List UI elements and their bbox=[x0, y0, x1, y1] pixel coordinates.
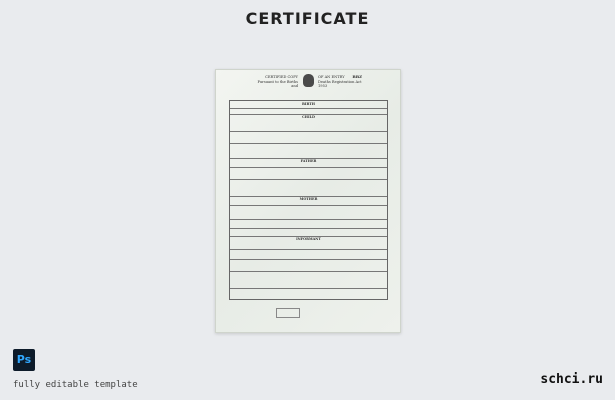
section-mother: MOTHER bbox=[299, 197, 318, 201]
registrar-signature-box bbox=[276, 308, 300, 318]
royal-crest-icon bbox=[303, 74, 314, 87]
header-left-line-2: Pursuant to the Births and bbox=[257, 79, 298, 89]
photoshop-icon: Ps bbox=[13, 349, 35, 371]
section-informant: INFORMANT bbox=[296, 237, 321, 241]
header-right-line-2: Deaths Registration Act 1953 bbox=[318, 79, 362, 89]
section-father: FATHER bbox=[300, 159, 317, 163]
header-left-line-1: CERTIFIED COPY bbox=[265, 75, 298, 79]
serial-number: BBZ bbox=[352, 74, 362, 79]
section-child: CHILD bbox=[302, 115, 315, 119]
page-title: CERTIFICATE bbox=[245, 9, 370, 28]
register-entry-frame bbox=[229, 100, 388, 300]
header-right-line-1: OF AN ENTRY bbox=[318, 75, 345, 79]
template-caption: fully editable template bbox=[13, 380, 138, 390]
certificate-document bbox=[215, 69, 401, 333]
section-birth: BIRTH bbox=[302, 102, 315, 106]
site-brand[interactable]: schci.ru bbox=[540, 372, 603, 387]
